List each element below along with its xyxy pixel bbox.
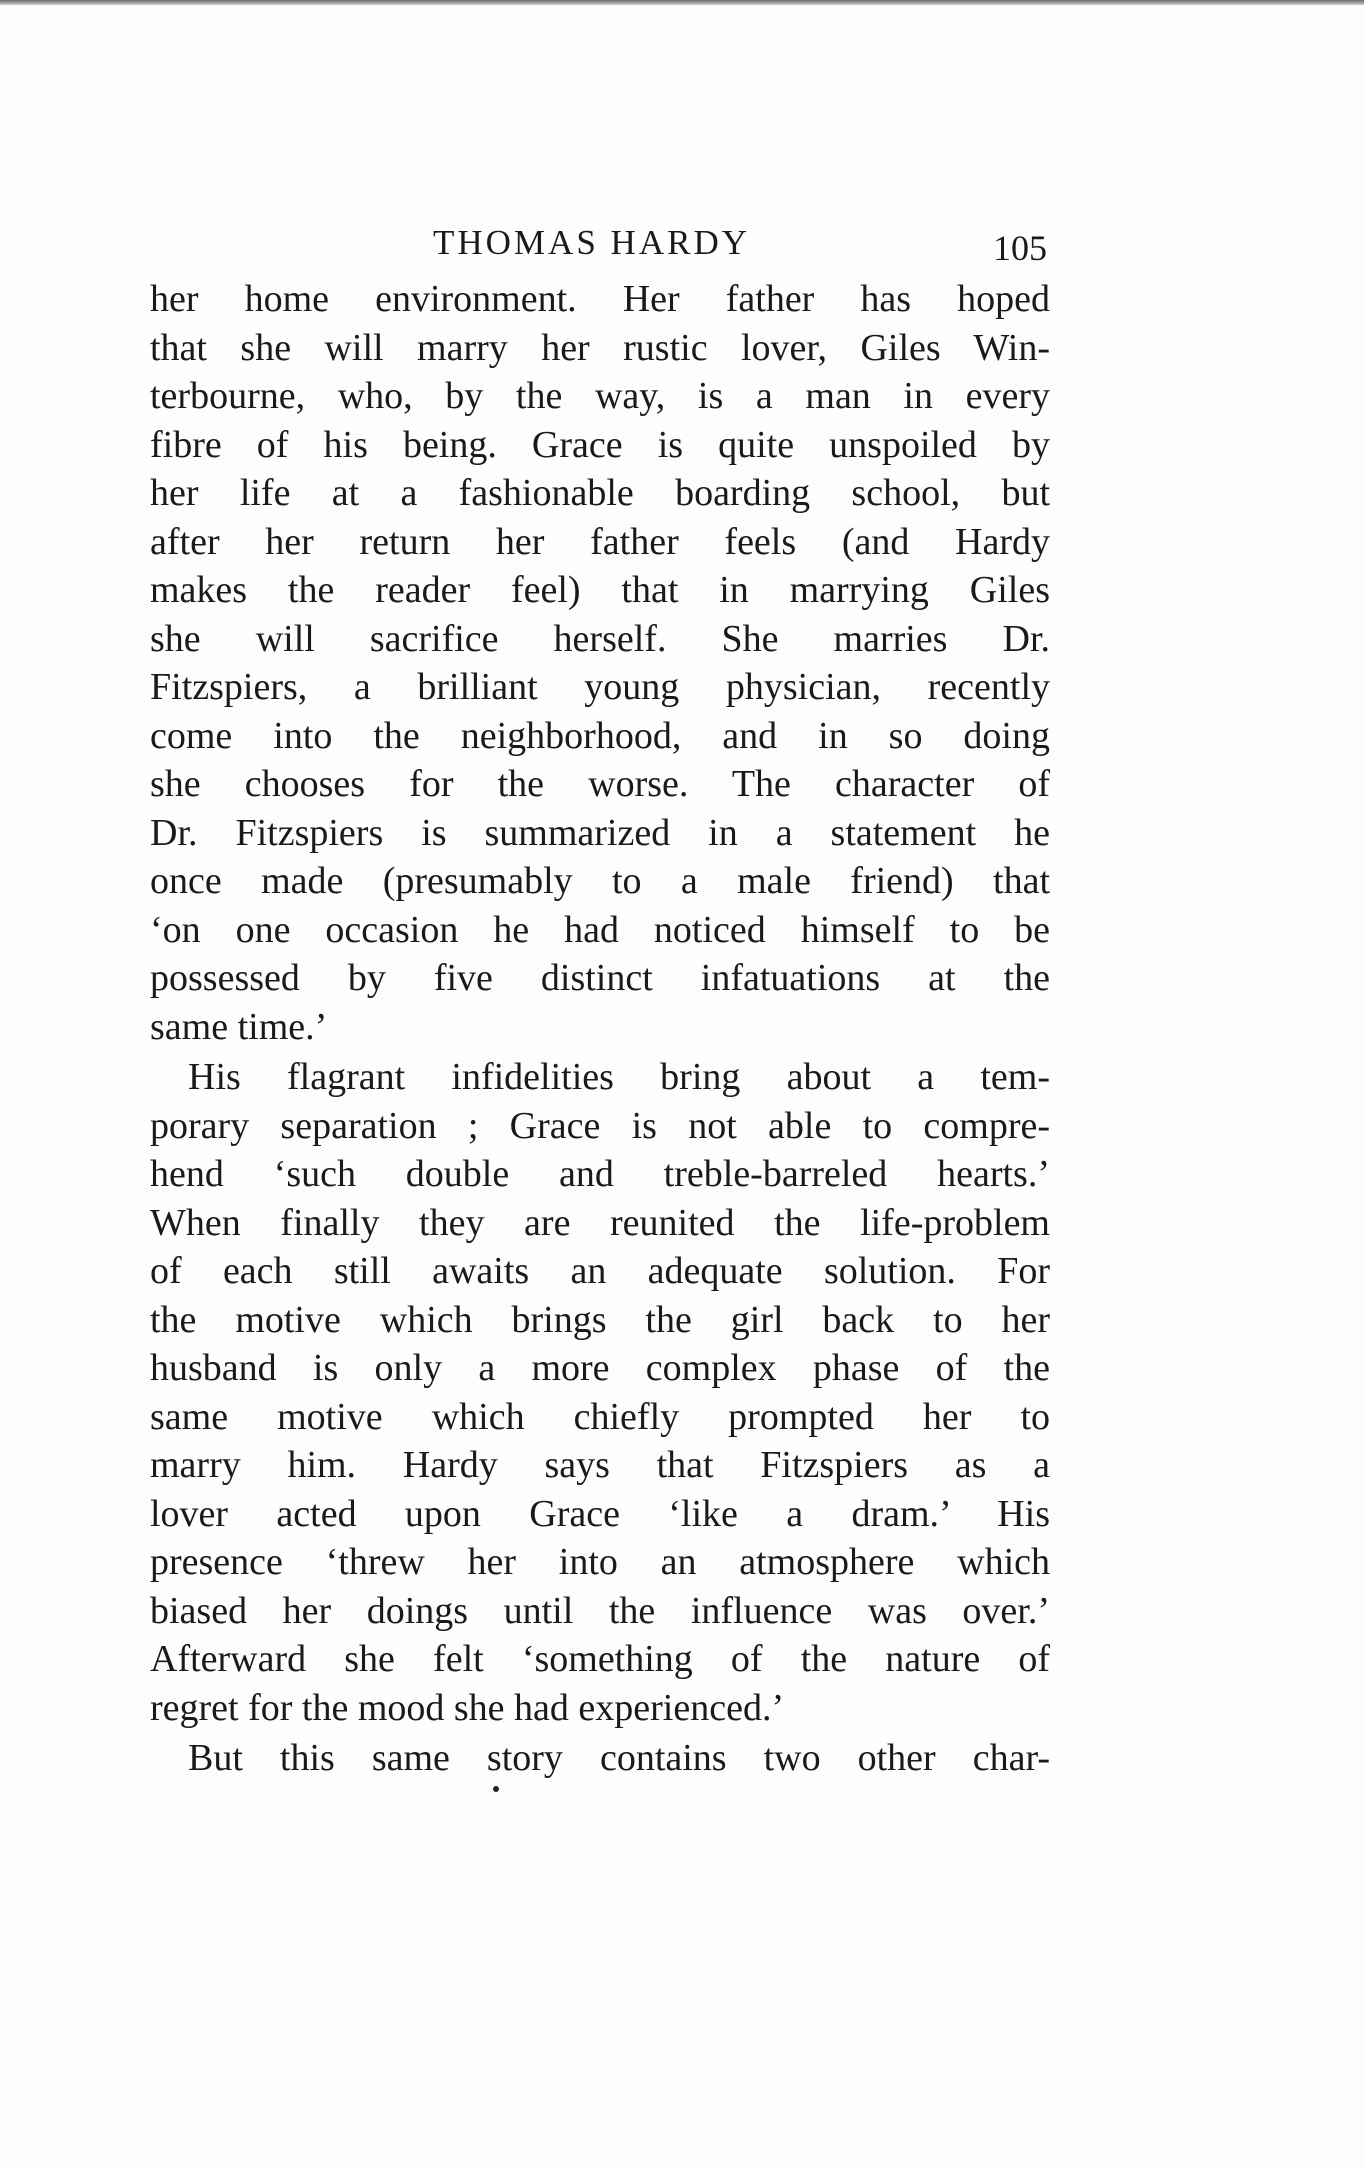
text-line: Afterward she felt ‘something of the nature of (150, 1638, 1050, 1680)
paragraph (150, 1734, 1050, 1783)
text-line: regret for the mood she had experienced.’ (150, 1686, 785, 1729)
text-line: marry him. Hardy says that Fitzspiers as a (150, 1444, 1050, 1486)
text-line: once made (presumably to a male friend) that (150, 860, 1050, 902)
text-line: lover acted upon Grace ‘like a dram.’ His (150, 1492, 1050, 1535)
running-title: THOMAS HARDY (433, 223, 750, 262)
page-number: 105 (993, 228, 1047, 268)
text-line: husband is only a more complex phase of the (150, 1347, 1050, 1389)
text-line: of each still awaits an adequate solution. For (150, 1250, 1050, 1292)
text-line: biased her doings until the influence was over.’ (150, 1589, 1050, 1632)
text-line: the motive which brings the girl back to her (150, 1298, 1050, 1341)
text-line: makes the reader feel) that in marrying Giles (150, 569, 1050, 611)
text-line: terbourne, who, by the way, is a man in every (150, 375, 1050, 417)
text-line: porary separation ; Grace is not able to compre- (150, 1104, 1050, 1147)
text-line: her life at a fashionable boarding school, but (150, 472, 1050, 514)
running-head (150, 215, 1050, 275)
text-line: Fitzspiers, a brilliant young physician, recently (150, 666, 1050, 708)
text-line: fibre of his being. Grace is quite unspoiled by (150, 423, 1050, 466)
text-line: When finally they are reunited the life-problem (150, 1201, 1050, 1244)
text-line: same motive which chiefly prompted her to (150, 1395, 1050, 1438)
paragraph (150, 275, 1050, 1051)
text-line: she chooses for the worse. The character of (150, 763, 1050, 805)
text-line: same time.’ (150, 1005, 328, 1048)
text-line: ‘on one occasion he had noticed himself to be (150, 908, 1050, 951)
body-text (150, 275, 1050, 1783)
text-line: hend ‘such double and treble-barreled hearts.’ (150, 1153, 1050, 1195)
book-page (150, 215, 1050, 1785)
text-line: she will sacrifice herself. She marries Dr. (150, 617, 1050, 660)
text-line: Dr. Fitzspiers is summarized in a statement he (150, 811, 1050, 854)
text-line: after her return her father feels (and Hardy (150, 520, 1050, 563)
text-line: her home environment. Her father has hoped (150, 278, 1050, 320)
ink-speck (493, 1786, 499, 1792)
text-line: presence ‘threw her into an atmosphere which (150, 1541, 1050, 1583)
text-line: His flagrant infidelities bring about a tem- (188, 1056, 1050, 1098)
text-line: possessed by five distinct infatuations at the (150, 957, 1050, 999)
paragraph (150, 1053, 1050, 1732)
page-edge-shadow (0, 0, 1364, 5)
text-line: But this same story contains two other char- (188, 1737, 1050, 1779)
text-line: that she will marry her rustic lover, Giles Win- (150, 326, 1050, 369)
text-line: come into the neighborhood, and in so doing (150, 714, 1050, 757)
